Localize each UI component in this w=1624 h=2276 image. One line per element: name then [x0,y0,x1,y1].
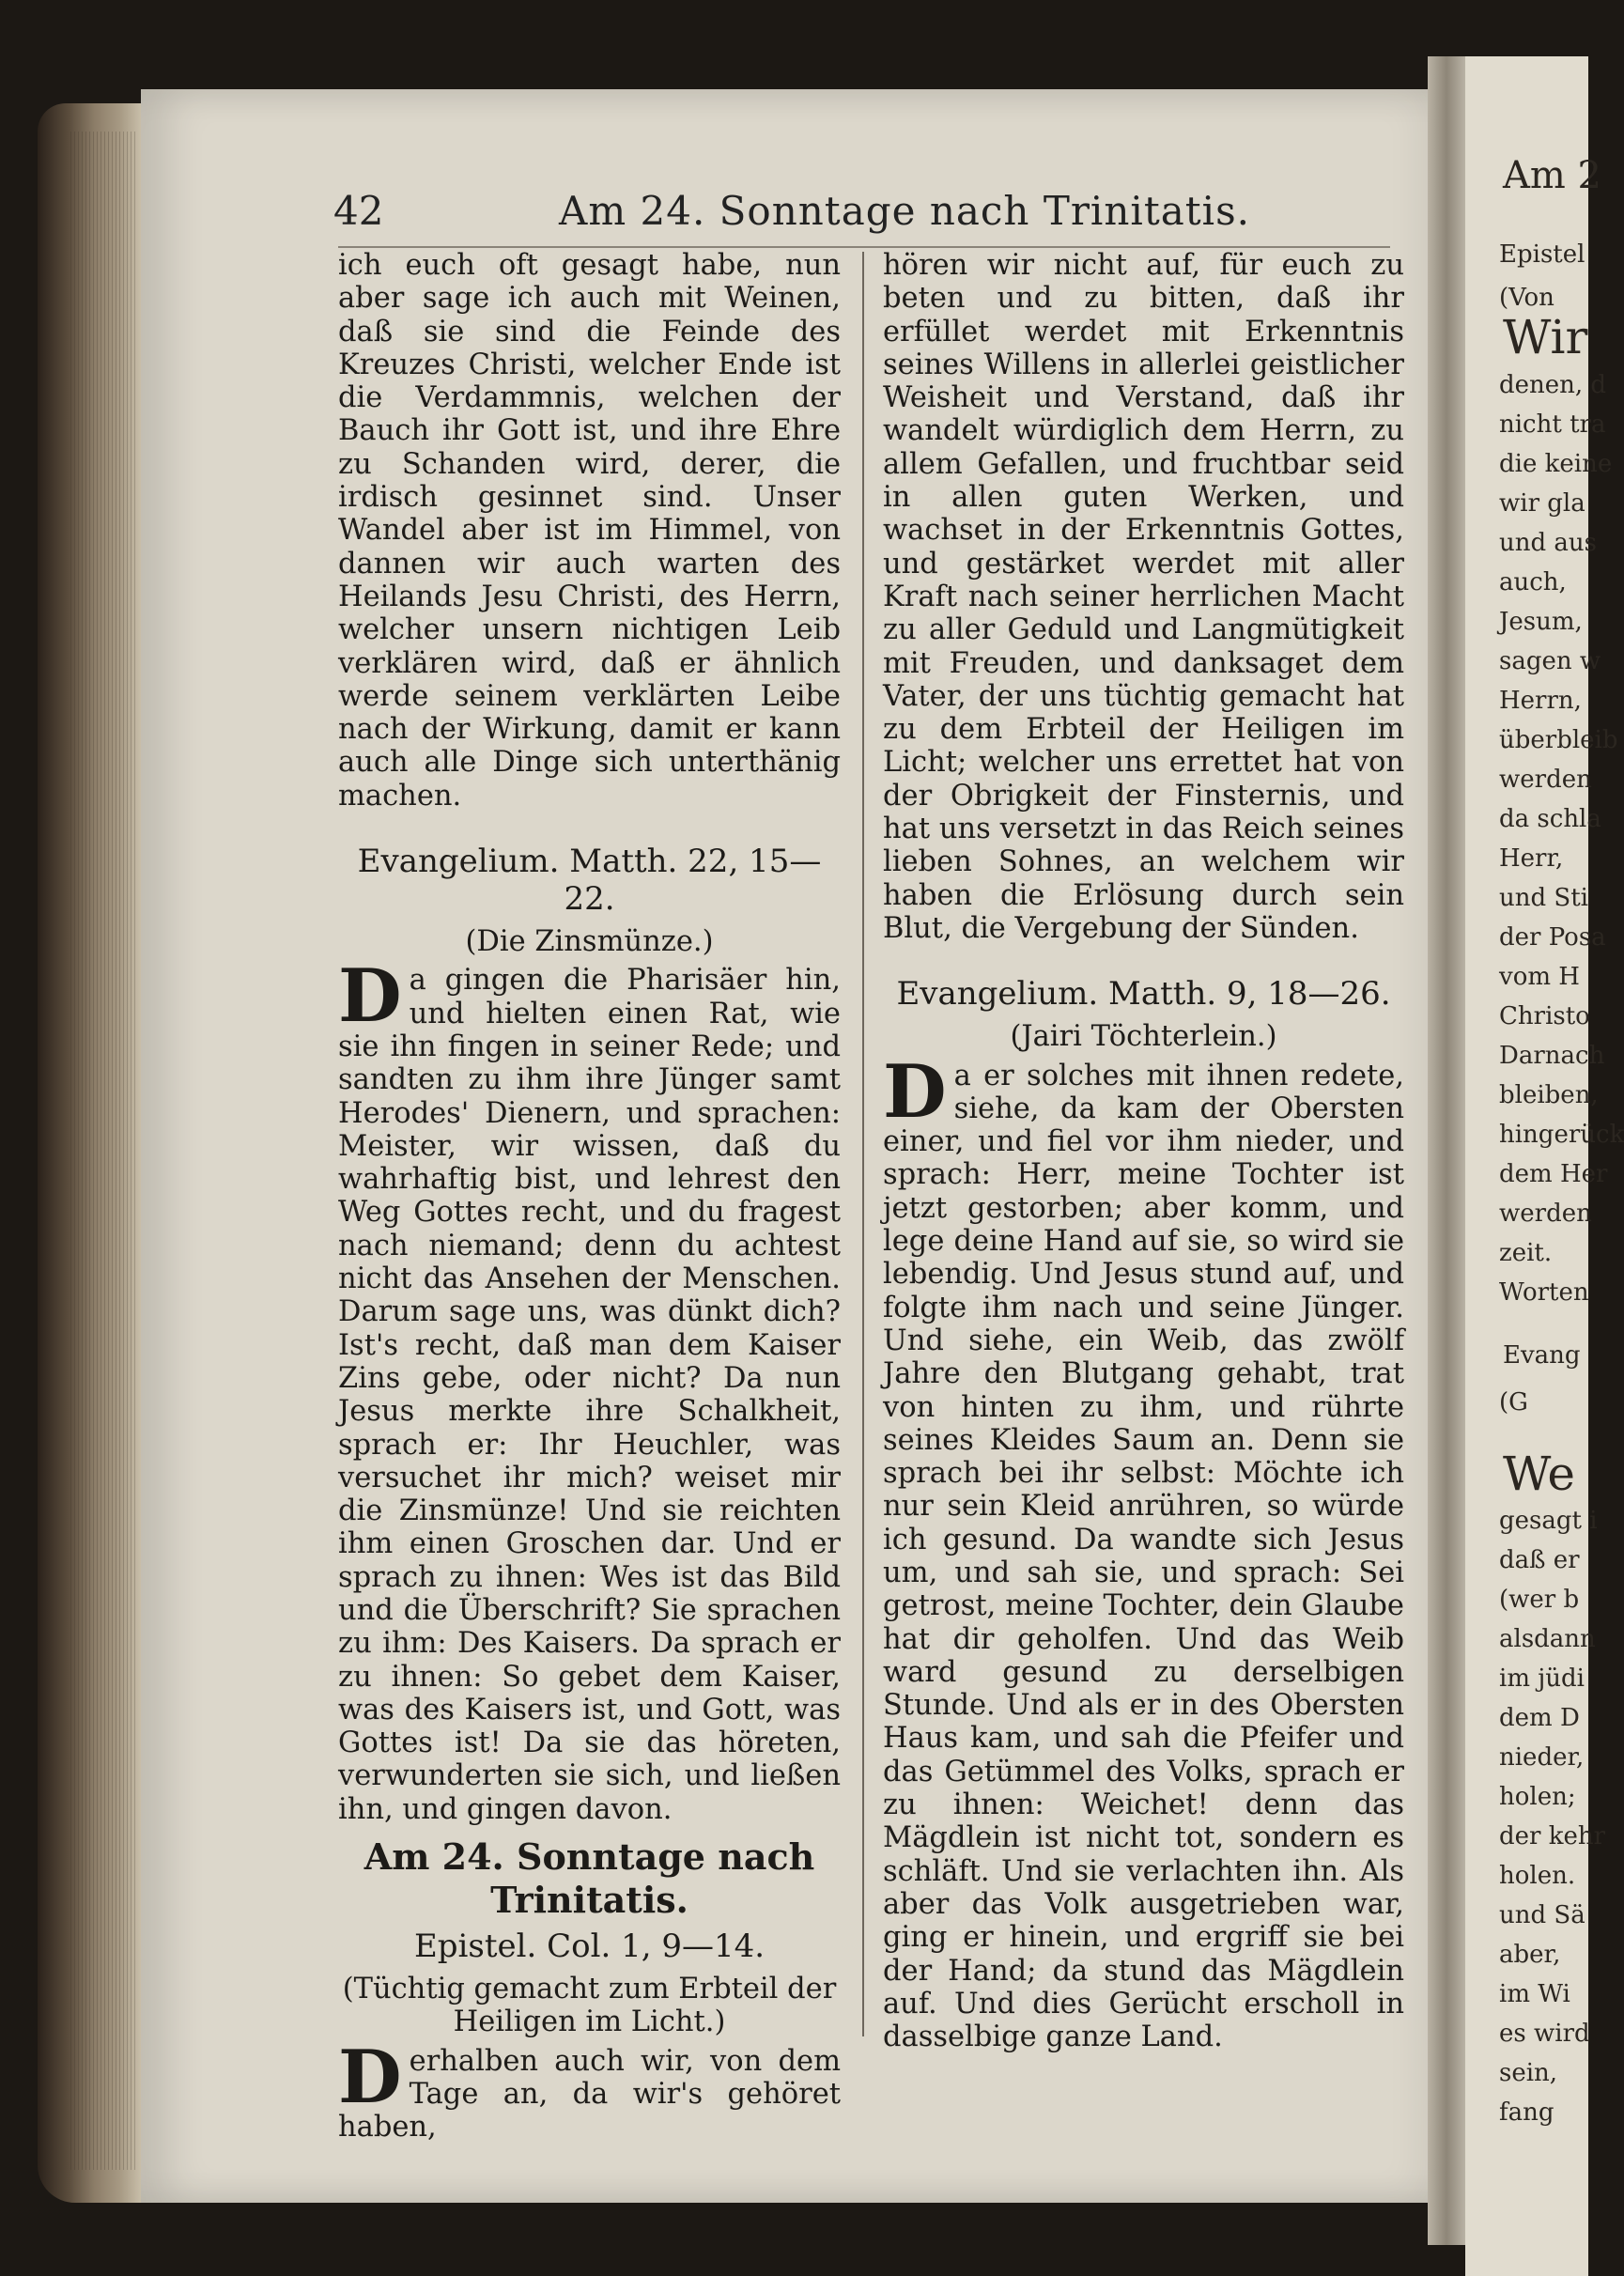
next-page-line: wir gla [1499,489,1585,518]
next-page-line: der Posa [1499,923,1606,952]
next-page-line: (Von [1499,284,1554,312]
next-page-line: und aus [1499,529,1597,557]
evangelium-caption-left: (Die Zinsmünze.) [465,925,714,959]
page-edge-texture [70,132,136,2170]
next-page-line: da schla [1499,805,1601,833]
next-page-line: im Wi [1499,1980,1570,2008]
page-number: 42 [333,188,384,234]
next-page-line: alsdann [1499,1625,1596,1653]
evangelium-body-right: a er solches mit ihnen redete, siehe, da kam der Obersten einer, und fiel vor ihm nieder, und sprach: Herr, meine Tochter ist jetzt gestorben; aber komm, und lege deine Hand auf sie, so wird sie lebendig. Und Jesus stund auf, und folgte ihm nach und seine Jünger. Und siehe, ein Weib, das zwölf Jahre den Blutgang gehabt, trat von hinten zu ihm, und rührte seines Kleides Saum an. Denn sie sprach bei ihr selbst: Möchte ich nur sein Kleid anrühren, so würde ich gesund. Da wandte sich Jesus um, und sah sie, und sprach: Sei getrost, meine Tochter, dein Glaube hat dir geholfen. Und das Weib ward gesund zu derselbigen Stunde. Und als er in des Obersten Haus kam, und sah die Pfeifer und das Getümmel des Volks, sprach er zu ihnen: Weichet! denn das Mägdlein ist nicht tot, sondern es schläft. Und sie verlachten ihn. Als aber das Volk ausgetrieben war, ging er hinein, und ergriff sie bei der Hand; da stund das Mägdlein auf. Und dies Gerücht erscholl in dasselbige ganze Land. [883,1059,1404,2054]
header-rule [338,246,1390,248]
next-page-line: Darnach [1499,1042,1605,1070]
next-page-line: die keine [1499,450,1613,478]
next-page-line: nieder, [1499,1743,1585,1772]
next-page-line: hingerück [1499,1121,1624,1149]
next-page-line: Am 2 [1503,154,1601,197]
next-page-line: vom H [1499,963,1580,991]
evangelium-caption-right: (Jairi Töchterlein.) [1010,1020,1277,1054]
next-page-line: Herrn, [1499,687,1582,715]
running-title: Am 24. Sonntage nach Trinitatis. [559,188,1250,234]
epistel-heading: Epistel. Col. 1, 9—14. [413,1928,766,1966]
next-page-fragment [1465,56,1624,2276]
next-page-line: dem D [1499,1704,1580,1732]
next-page-line: im jüdi [1499,1664,1585,1693]
evangelium-text-right [883,1048,1404,2054]
next-page-line: bleiben, [1499,1081,1599,1109]
next-page-line: es wird [1499,2020,1590,2048]
evangelium-heading-right: Evangelium. Matth. 9, 18—26. [896,975,1391,1014]
next-page-line: und Sti [1499,884,1588,912]
next-page-line: dem Her [1499,1160,1608,1188]
next-page-line: Christo [1499,1002,1590,1030]
next-page-line: daß er [1499,1546,1580,1574]
running-head [333,188,1367,254]
next-page-line: zeit. [1499,1239,1553,1267]
epistel-caption: (Tüchtig gemacht zum Erbteil der Heiligen im Licht.) [342,1973,837,2039]
evangelium-body-left: a gingen die Pharisäer hin, und hielten einen Rat, wie sie ihn fingen in seiner Rede; und sandten zu ihm ihre Jünger samt Herodes' Dienern, und sprachen: Meister, wir wissen, daß du wahrhaftig bist, und lehrest den Weg Gottes recht, und du fragest nach niemand; denn du achtest nicht das Ansehen der Menschen. Darum sage uns, was dünkt dich? Ist's recht, daß man dem Kaiser Zins gebe, oder nicht? Da nun Jesus merkte ihre Schalkheit, sprach er: Ihr Heuchler, was versuchet ihr mich? weiset mir die Zinsmünze! Und sie reichten ihm einen Groschen dar. Und er sprach zu ihnen: Wes ist das Bild und die Überschrift? Sie sprachen zu ihm: Des Kaisers. Da sprach er zu ihnen: So gebet dem Kaiser, was des Kaisers ist, und Gott, was Gottes ist! Da sie das höreten, verwunderten sie sich, und ließen ihn, und gingen davon. [338,964,841,1826]
next-page-line: werden [1499,1200,1592,1228]
next-page-line: holen; [1499,1783,1576,1811]
next-page-line: gesagt i [1499,1507,1598,1535]
next-page-line: und Sä [1499,1901,1585,1929]
next-page-line: auch, [1499,568,1567,596]
epistel-text [338,2034,841,2144]
next-page-line: Epistel [1499,240,1585,269]
next-page-line: sein, [1499,2059,1558,2087]
next-page-line: überbleib [1499,726,1618,754]
next-page-line: Evang [1503,1341,1581,1370]
next-page-line: Worten [1499,1278,1589,1307]
right-column [883,249,1404,2053]
next-page-line: Wir [1503,310,1588,364]
epistel-body: erhalben auch wir, von dem Tage an, da wir's gehöret haben, [338,2044,841,2144]
next-page-line: We [1503,1447,1575,1501]
next-page-line: der kehr [1499,1822,1606,1850]
next-page-line: aber, [1499,1941,1561,1969]
next-page-line: holen. [1499,1862,1576,1890]
next-page-line: denen, d [1499,371,1607,399]
next-page-line: Jesum, [1499,608,1583,636]
column-divider [862,252,864,2036]
dropcap: D [883,1048,947,1135]
next-page-line: (G [1499,1388,1528,1417]
left-column [338,249,841,2144]
next-page-line: fang [1499,2098,1554,2127]
evangelium-heading-left: Evangelium. Matth. 22, 15—22. [357,843,822,919]
next-page-line: (wer b [1499,1586,1580,1614]
next-page-line: Herr, [1499,844,1564,873]
section-title: Am 24. Sonntage nach Trinitatis. [363,1835,815,1922]
left-paragraph: ich euch oft gesagt habe, nun aber sage ich auch mit Weinen, daß sie sind die Feinde des Kreuzes Christi, welcher Ende ist die Verdammnis, welchen der Bauch ihr Gott ist, und ihre Ehre zu Schanden wird, derer, die irdisch gesinnet sind. Unser Wandel aber ist im Himmel, von dannen wir auch warten des Heilands Jesu Christi, des Herrn, welcher unsern nichtigen Leib verklären wird, daß er ähnlich werde seinem verklärten Leibe nach der Wirkung, damit er kann auch alle Dinge sich unterthänig machen. [338,249,841,813]
dropcap: D [338,953,402,1040]
right-paragraph: hören wir nicht auf, für euch zu beten und zu bitten, daß ihr erfüllet werdet mit Erkenntnis seines Willens in allerlei geistlicher Weisheit und Verstand, daß ihr wandelt würdiglich dem Herrn, zu allem Gefallen, und fruchtbar seid in allen guten Werken, und wachset in der Erkenntnis Gottes, und gestärket werdet mit aller Kraft nach seiner herrlichen Macht zu aller Geduld und Langmütigkeit mit Freuden, und danksaget dem Vater, der uns tüchtig gemacht hat zu dem Erbteil der Heiligen im Licht; welcher uns errettet hat von der Obrigkeit der Finsternis, und hat uns versetzt in das Reich seines lieben Sohnes, an welchem wir haben die Erlösung durch sein Blut, die Vergebung der Sünden. [883,249,1404,945]
next-page-line: nicht tra [1499,410,1606,439]
next-page-line: werden [1499,766,1592,794]
dropcap: D [338,2034,402,2120]
evangelium-text-left [338,953,841,1826]
next-page-line: sagen w [1499,647,1601,675]
